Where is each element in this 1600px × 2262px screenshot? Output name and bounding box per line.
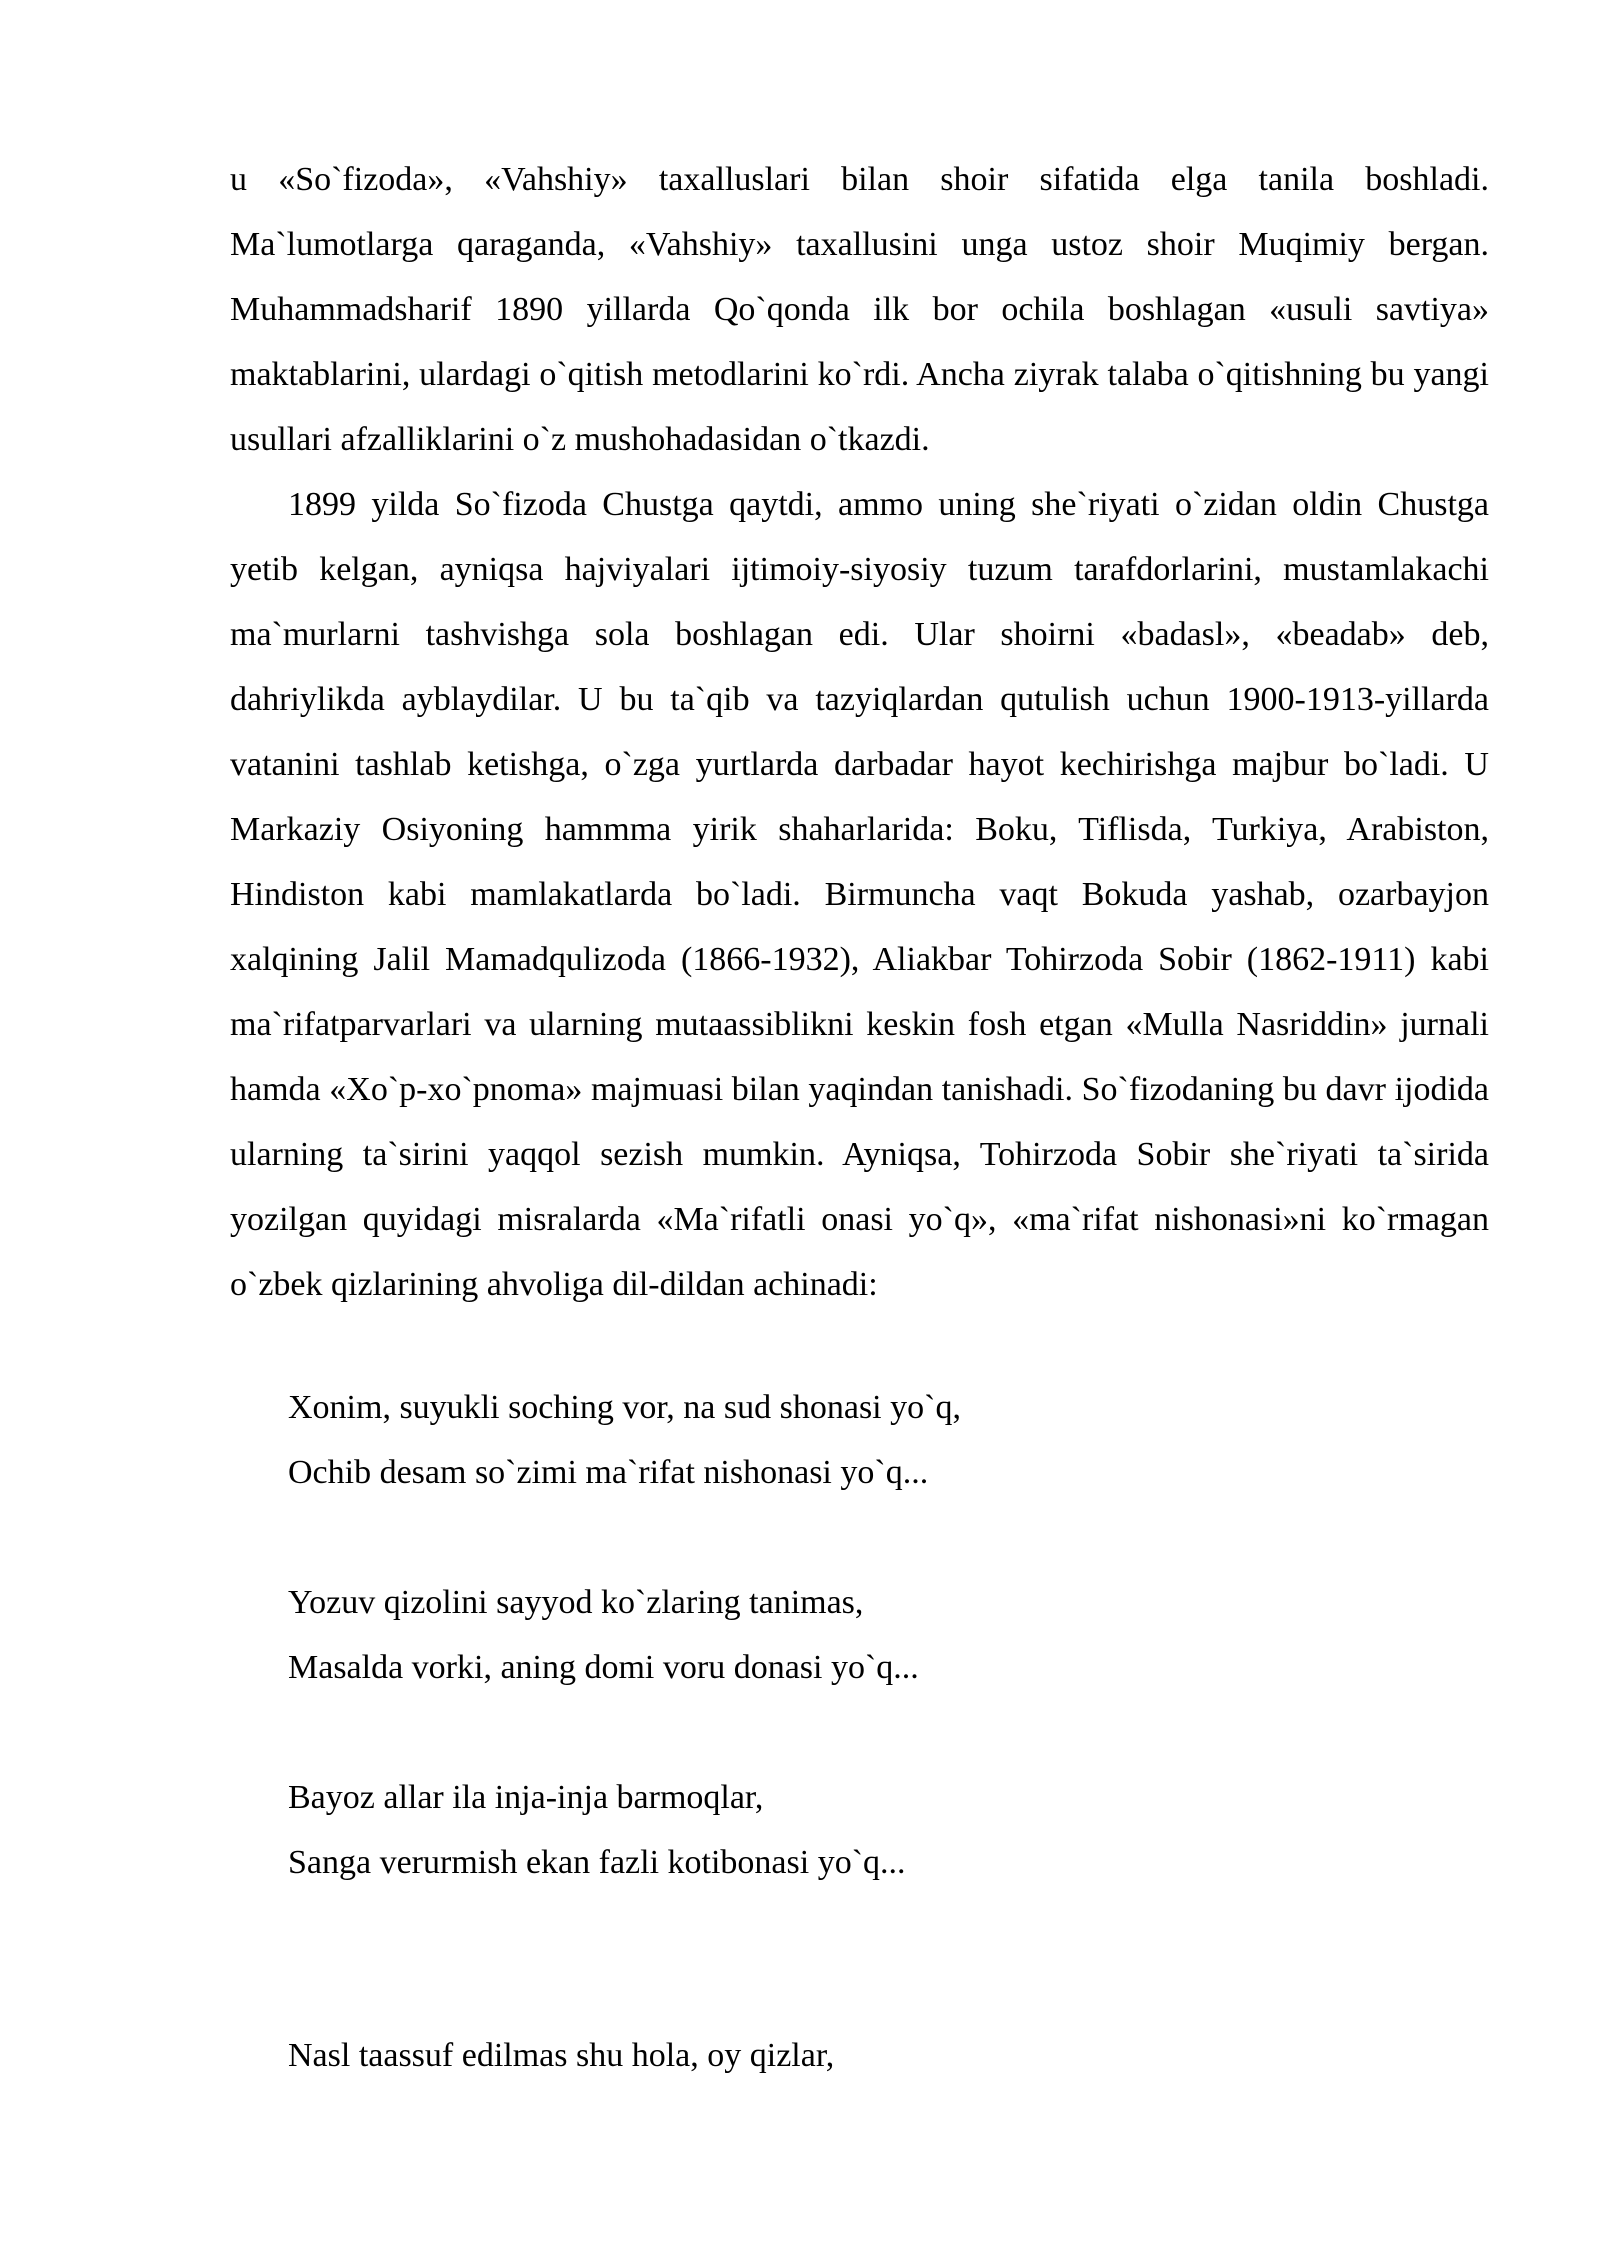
verse-line: Nasl taassuf edilmas shu hola, oy qizlar, (288, 2037, 835, 2074)
verse-stanza (288, 1375, 961, 1505)
verse-line: Ochib desam so`zimi ma`rifat nishonasi yo`q... (288, 1454, 929, 1491)
paragraph: u «So`fizoda», «Vahshiy» taxalluslari bilan shoir sifatida elga tanila boshladi. Ma`lumotlarga qaraganda, «Vahshiy» taxallusini unga ustoz shoir Muqimiy bergan. Muhammadsharif 1890 yillarda Qo`qonda ilk bor ochila boshlagan «usuli savtiya» maktablarini, ulardagi o`qitish metodlarini ko`rdi. Ancha ziyrak talaba o`qitishning bu yangi usullari afzalliklarini o`z mushohadasidan o`tkazdi. (230, 161, 1489, 458)
verse-stanza (288, 2023, 834, 2088)
verse-line: Masalda vorki, aning domi voru donasi yo`q... (288, 1649, 919, 1686)
body-text (230, 147, 1489, 1317)
verse-stanza (288, 1570, 919, 1700)
verse-line: Bayoz allar ila inja-inja barmoqlar, (288, 1779, 764, 1816)
paragraph: 1899 yilda So`fizoda Chustga qaytdi, ammo uning she`riyati o`zidan oldin Chustga yetib kelgan, ayniqsa hajviyalari ijtimoiy-siyosiy tuzum tarafdorlarini, mustamlakachi ma`murlarni tashvishga sola boshlagan edi. Ular shoirni «badasl», «beadab» deb, dahriylikda ayblaydilar. U bu ta`qib va tazyiqlardan qutulish uchun 1900-1913-yillarda vatanini tashlab ketishga, o`zga yurtlarda darbadar hayot kechirishga majbur bo`ladi. U Markaziy Osiyoning hammma yirik shaharlarida: Boku, Tiflisda, Turkiya, Arabiston, Hindiston kabi mamlakatlarda bo`ladi. Birmuncha vaqt Bokuda yashab, ozarbayjon xalqining Jalil Mamadqulizoda (1866-1932), Aliakbar Tohirzoda Sobir (1862-1911) kabi ma`rifatparvarlari va ularning mutaassiblikni keskin fosh etgan «Mulla Nasriddin» jurnali hamda «Xo`p-xo`pnoma» majmuasi bilan yaqindan tanishadi. So`fizodaning bu davr ijodida ularning ta`sirini yaqqol sezish mumkin. Ayniqsa, Tohirzoda Sobir she`riyati ta`sirida yozilgan quyidagi misralarda «Ma`rifatli onasi yo`q», «ma`rifat nishonasi»ni ko`rmagan o`zbek qizlarining ahvoliga dil-dildan achinadi: (230, 486, 1489, 1303)
verse-stanza (288, 1765, 906, 1895)
verse-line: Yozuv qizolini sayyod ko`zlaring tanimas, (288, 1584, 864, 1621)
verse-line: Sanga verurmish ekan fazli kotibonasi yo`q... (288, 1844, 906, 1881)
verse-line: Xonim, suyukli soching vor, na sud shonasi yo`q, (288, 1389, 961, 1426)
